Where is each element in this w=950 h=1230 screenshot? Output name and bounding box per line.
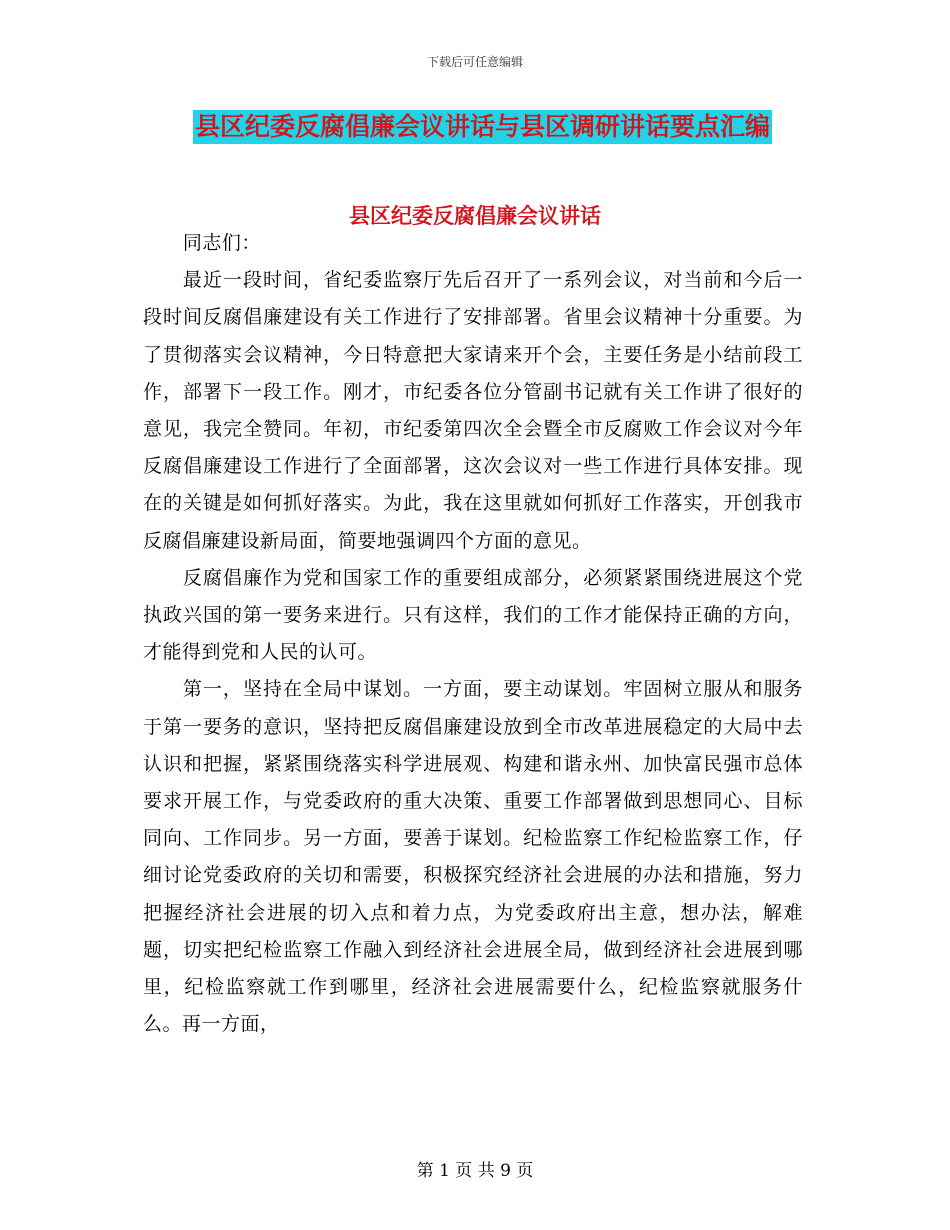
paragraph-salutation: 同志们： bbox=[182, 232, 261, 254]
paragraph-first-point: 第一，坚持在全局中谋划。一方面，要主动谋划。牢固树立服从和服务于第一要务的意识，坚持把反腐倡廉建设放到全市改革进展稳定的大局中去认识和把握，紧紧围绕落实科学进展观、构建和谐永州、加快富民强市总体要求开展工作，与党委政府的重大决策、重要工作部署做到思想同心、目标同向、工作同步。另一方面，要善于谋划。纪检监察工作纪检监察工作，仔细讨论党委政府的关切和需要，积极探究经济社会进展的办法和措施，努力把握经济社会进展的切入点和着力点，为党委政府出主意，想办法，解难题，切实把纪检监察工作融入到经济社会进展全局，做到经济社会进展到哪里，纪检监察就工作到哪里，经济社会进展需要什么，纪检监察就服务什么。再一方面， bbox=[143, 678, 803, 1036]
paragraph-intro: 最近一段时间，省纪委监察厅先后召开了一系列会议，对当前和今后一段时间反腐倡廉建设有关工作进行了安排部署。省里会议精神十分重要。为了贯彻落实会议精神，今日特意把大家请来开个会，主要任务是小结前段工作，部署下一段工作。刚才，市纪委各位分管副书记就有关工作讲了很好的意见，我完全赞同。年初，市纪委第四次全会暨全市反腐败工作会议对今年反腐倡廉建设工作进行了全面部署，这次会议对一些工作进行具体安排。现在的关键是如何抓好落实。为此，我在这里就如何抓好工作落实，开创我市反腐倡廉建设新局面，简要地强调四个方面的意见。 bbox=[143, 269, 803, 552]
document-title: 县区纪委反腐倡廉会议讲话与县区调研讲话要点汇编 bbox=[193, 110, 772, 144]
section-title: 县区纪委反腐倡廉会议讲话 bbox=[349, 204, 601, 228]
body-text bbox=[143, 225, 803, 1043]
header-note: 下载后可任意编辑 bbox=[426, 55, 523, 69]
page-number-footer: 第 1 页 共 9 页 bbox=[416, 1161, 534, 1181]
paragraph-principle: 反腐倡廉作为党和国家工作的重要组成部分，必须紧紧围绕进展这个党执政兴国的第一要务来进行。只有这样，我们的工作才能保持正确的方向，才能得到党和人民的认可。 bbox=[143, 566, 803, 664]
